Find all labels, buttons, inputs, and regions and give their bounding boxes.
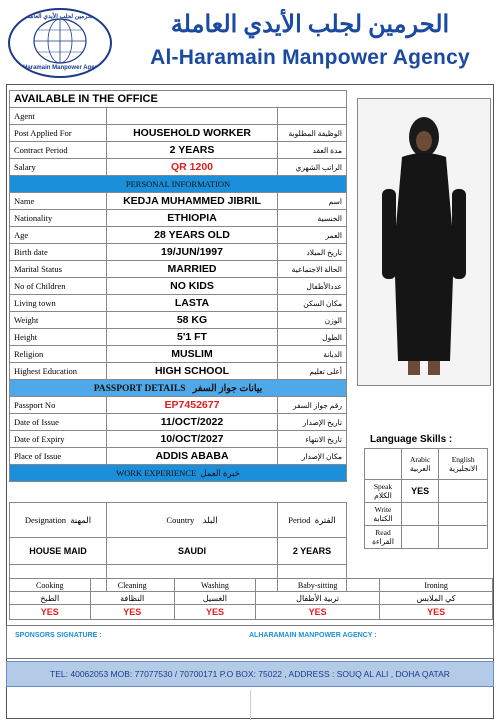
field-value: 10/OCT/2027 bbox=[107, 431, 278, 448]
skill-value: YES bbox=[90, 605, 174, 620]
arabic-en: Arabic bbox=[409, 455, 431, 464]
write-label bbox=[365, 503, 402, 526]
english-ar: الانجليزية bbox=[449, 464, 478, 473]
table-row bbox=[10, 125, 347, 142]
candidate-photo bbox=[357, 98, 491, 386]
field-value: ETHIOPIA bbox=[107, 210, 278, 227]
table-row bbox=[10, 431, 347, 448]
table-row bbox=[10, 397, 347, 414]
field-label: Nationality bbox=[10, 210, 107, 227]
field-label-ar: الحالة الاجتماعية bbox=[278, 261, 347, 278]
agency-signature-label: ALHARAMAIN MANPOWER AGENCY : bbox=[249, 632, 377, 639]
field-label: Date of Issue bbox=[10, 414, 107, 431]
table-row bbox=[10, 414, 347, 431]
field-value: HOUSEHOLD WORKER bbox=[107, 125, 278, 142]
skill-label: Ironing bbox=[380, 579, 493, 592]
field-value: HIGH SCHOOL bbox=[107, 363, 278, 380]
field-label: Living town bbox=[10, 295, 107, 312]
person-figure bbox=[358, 99, 490, 385]
field-label: No of Children bbox=[10, 278, 107, 295]
read-label bbox=[365, 526, 402, 549]
period-label: Period bbox=[288, 514, 311, 525]
field-label: Agent bbox=[10, 108, 107, 125]
field-value: 28 YEARS OLD bbox=[107, 227, 278, 244]
skill-label: Washing bbox=[174, 579, 255, 592]
designation-label: Designation bbox=[24, 514, 66, 525]
field-value bbox=[107, 108, 278, 125]
field-value: KEDJA MUHAMMED JIBRIL bbox=[107, 193, 278, 210]
field-label: Place of Issue bbox=[10, 448, 107, 465]
table-row bbox=[10, 448, 347, 465]
field-label-ar: العمر bbox=[278, 227, 347, 244]
field-value: ADDIS ABABA bbox=[107, 448, 278, 465]
table-row bbox=[10, 312, 347, 329]
table-row bbox=[10, 227, 347, 244]
table-row bbox=[10, 329, 347, 346]
field-value: NO KIDS bbox=[107, 278, 278, 295]
field-label: Post Applied For bbox=[10, 125, 107, 142]
field-label-ar: عددالأطفال bbox=[278, 278, 347, 295]
divider bbox=[250, 690, 251, 720]
skill-value: YES bbox=[174, 605, 255, 620]
period-label-ar: الفترة bbox=[314, 514, 336, 525]
field-label: Highest Education bbox=[10, 363, 107, 380]
skill-value: YES bbox=[256, 605, 380, 620]
field-label-ar: الجنسية bbox=[278, 210, 347, 227]
skill-value: YES bbox=[380, 605, 493, 620]
field-label-ar bbox=[278, 108, 347, 125]
skill-label: Baby-sitting bbox=[256, 579, 380, 592]
field-label-ar: تاريخ الإصدار bbox=[278, 414, 347, 431]
field-value: 11/OCT/2022 bbox=[107, 414, 278, 431]
table-row bbox=[10, 142, 347, 159]
field-label-ar: رقم جواز السفر bbox=[278, 397, 347, 414]
skills-table bbox=[9, 578, 493, 620]
field-value: LASTA bbox=[107, 295, 278, 312]
field-label-ar: مكان الإصدار bbox=[278, 448, 347, 465]
language-skills-title: Language Skills : bbox=[370, 434, 453, 445]
read-ar: القراءة bbox=[372, 537, 394, 546]
passport-header-ar: بيانات جواز السفر bbox=[192, 383, 263, 394]
english-header bbox=[439, 449, 488, 480]
field-label-ar: تاريخ الانتهاء bbox=[278, 431, 347, 448]
salary-value: QR 1200 bbox=[107, 159, 278, 176]
skill-value: YES bbox=[10, 605, 91, 620]
skill-label: Cleaning bbox=[90, 579, 174, 592]
arabic-title: الحرمين لجلب الأيدي العاملة bbox=[170, 12, 450, 38]
field-label: Contract Period bbox=[10, 142, 107, 159]
field-label-ar: تاريخ الميلاد bbox=[278, 244, 347, 261]
skill-label: Cooking bbox=[10, 579, 91, 592]
field-label: Religion bbox=[10, 346, 107, 363]
table-row bbox=[10, 278, 347, 295]
passport-header bbox=[10, 380, 347, 397]
field-value: MUSLIM bbox=[107, 346, 278, 363]
field-label-ar: أعلى تعليم bbox=[278, 363, 347, 380]
speak-label bbox=[365, 480, 402, 503]
passport-header-en: PASSPORT DETAILS bbox=[93, 383, 186, 394]
language-table bbox=[364, 448, 488, 549]
table-row bbox=[10, 193, 347, 210]
table-row bbox=[10, 108, 347, 125]
field-label-ar: الوظيفة المطلوبة bbox=[278, 125, 347, 142]
field-label: Marital Status bbox=[10, 261, 107, 278]
field-label: Name bbox=[10, 193, 107, 210]
skill-label-ar: النظافة bbox=[90, 592, 174, 605]
skill-label-ar: كي الملابس bbox=[380, 592, 493, 605]
read-en: Read bbox=[375, 528, 391, 537]
field-label: Date of Expiry bbox=[10, 431, 107, 448]
speak-en: Speak bbox=[373, 482, 393, 491]
speak-arabic-value: YES bbox=[402, 480, 439, 503]
logo-english-text: Al-Haramain Manpower Agency bbox=[15, 65, 105, 71]
country-header bbox=[107, 503, 278, 538]
table-row bbox=[10, 159, 347, 176]
speak-ar: الكلام bbox=[374, 491, 392, 500]
form-title: AVAILABLE IN THE OFFICE bbox=[10, 91, 347, 108]
skill-label-ar: الغسيل bbox=[174, 592, 255, 605]
field-label: Birth date bbox=[10, 244, 107, 261]
field-label-ar: الراتب الشهري bbox=[278, 159, 347, 176]
field-label: Age bbox=[10, 227, 107, 244]
field-value: 58 KG bbox=[107, 312, 278, 329]
english-en: English bbox=[451, 455, 475, 464]
sponsor-signature-label: SPONSORS SIGNATURE : bbox=[15, 632, 102, 639]
field-label-ar: مدة العقد bbox=[278, 142, 347, 159]
write-ar: الكتابة bbox=[373, 514, 393, 523]
table-row bbox=[10, 295, 347, 312]
field-label-ar: مكان السكن bbox=[278, 295, 347, 312]
agency-logo bbox=[8, 8, 112, 78]
field-value: 5'1 FT bbox=[107, 329, 278, 346]
field-label: Height bbox=[10, 329, 107, 346]
field-label-ar: الطول bbox=[278, 329, 347, 346]
work-country: SAUDI bbox=[107, 538, 278, 565]
field-label: Weight bbox=[10, 312, 107, 329]
passport-number: EP7452677 bbox=[107, 397, 278, 414]
designation-header bbox=[10, 503, 107, 538]
skill-label-ar: تربية الأطفال bbox=[256, 592, 380, 605]
skill-label-ar: الطبخ bbox=[10, 592, 91, 605]
table-row bbox=[10, 538, 347, 565]
period-header bbox=[278, 503, 347, 538]
table-row bbox=[10, 363, 347, 380]
arabic-header bbox=[402, 449, 439, 480]
info-table bbox=[9, 90, 347, 482]
field-label-ar: اسم bbox=[278, 193, 347, 210]
work-experience-header bbox=[10, 465, 347, 482]
personal-info-header: PERSONAL INFORMATION bbox=[10, 176, 347, 193]
table-row bbox=[10, 346, 347, 363]
designation-label-ar: المهنة bbox=[70, 514, 92, 525]
field-value: 19/JUN/1997 bbox=[107, 244, 278, 261]
table-row bbox=[10, 261, 347, 278]
work-period: 2 YEARS bbox=[278, 538, 347, 565]
arabic-ar: العربية bbox=[409, 464, 431, 473]
english-title: Al-Haramain Manpower Agency bbox=[150, 46, 470, 69]
country-label-ar: البلد bbox=[202, 514, 218, 525]
contact-footer: TEL: 40062053 MOB: 77077530 / 70700171 P.O BOX: 75022 , ADDRESS : SOUQ AL ALI , DOHA QATAR bbox=[6, 661, 494, 687]
work-designation: HOUSE MAID bbox=[10, 538, 107, 565]
country-label: Country bbox=[166, 514, 195, 525]
field-label-ar: الوزن bbox=[278, 312, 347, 329]
field-value: MARRIED bbox=[107, 261, 278, 278]
work-header-ar: خبرة العمل bbox=[200, 467, 240, 478]
field-label: Salary bbox=[10, 159, 107, 176]
logo-arabic-text: الحرمين لجلب الأيدي العاملة bbox=[24, 14, 96, 20]
table-row bbox=[10, 244, 347, 261]
field-label-ar: الديانة bbox=[278, 346, 347, 363]
table-row bbox=[10, 210, 347, 227]
work-header-en: WORK EXPERIENCE bbox=[116, 467, 197, 478]
field-value: 2 YEARS bbox=[107, 142, 278, 159]
write-en: Write bbox=[374, 505, 392, 514]
field-label: Passport No bbox=[10, 397, 107, 414]
signature-box bbox=[6, 625, 494, 659]
